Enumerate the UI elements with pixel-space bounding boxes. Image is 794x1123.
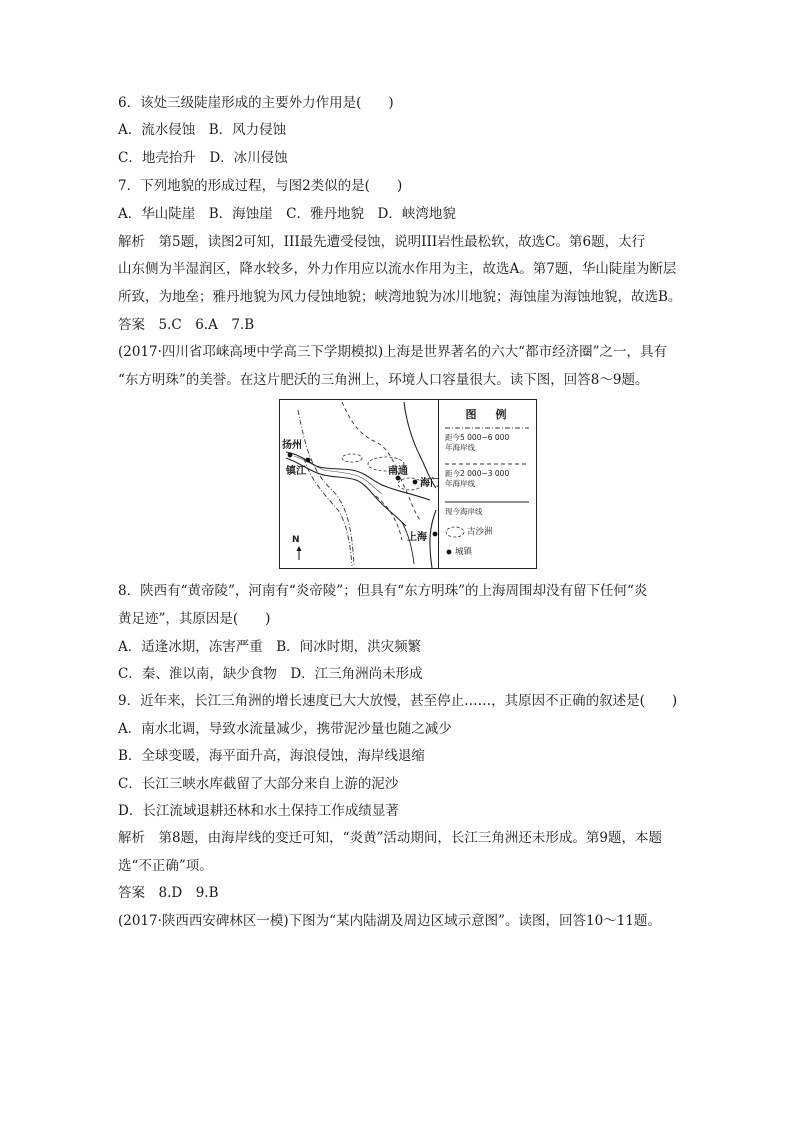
question-8-stem-cont: 黄足迹”，其原因是( ) — [118, 611, 271, 627]
intro-line: “东方明珠”的美誉。在这片肥沃的三角洲上，环境人口容量很大。读下图，回答8～9题。 — [118, 372, 649, 388]
city-label-shanghai: 上海 — [407, 532, 427, 543]
analysis-line: 山东侧为半湿润区，降水较多，外力作用应以流水作用为主，故选A。第7题，华山陡崖为断层 — [118, 261, 677, 277]
ancient-sandbar — [342, 454, 362, 462]
city-dot-yangzhou — [288, 453, 293, 458]
question-8-options-ab: A．适逢冰期，冻害严重 B．间冰时期，洪灾频繁 — [118, 639, 422, 655]
city-dot-shanghai — [433, 532, 438, 537]
analysis-line: 解析 第8题，由海岸线的变迁可知，“炎黄”活动期间，长江三角洲还未形成。第9题，本题 — [118, 830, 662, 846]
question-6-options-ab: A．流水侵蚀 B．风力侵蚀 — [118, 122, 287, 138]
question-7-stem: 7．下列地貌的形成过程，与图2类似的是( ) — [118, 178, 403, 194]
answer-8-9: 答案 8.D 9.B — [118, 885, 219, 901]
legend-title: 图 例 — [465, 408, 511, 421]
north-label: N — [292, 535, 300, 545]
north-arrowhead-icon — [297, 546, 302, 551]
map-legend — [438, 400, 536, 568]
coastline-5000-6000 — [298, 410, 354, 566]
legend-sandbar-icon — [446, 527, 464, 537]
city-label-haimen: 海门 — [420, 478, 440, 489]
analysis-line: 解析 第5题，读图2可知，III最先遭受侵蚀，说明III岩性最松软，故选C。第6题，太行 — [118, 234, 646, 250]
answer-5-7: 答案 5.C 6.A 7.B — [118, 317, 255, 333]
legend-town-dot-icon — [447, 550, 452, 555]
question-8-options-cd: C．秦、淮以南，缺少食物 D．江三角洲尚未形成 — [118, 666, 423, 682]
city-label-zhenjiang: 镇江 — [286, 466, 306, 477]
city-dot-zhenjiang — [306, 458, 311, 463]
coastline-present-south — [430, 510, 436, 568]
legend-label: 城镇 — [455, 547, 473, 557]
question-8-stem: 8．陕西有“黄帝陵”，河南有“炎帝陵”；但具有“东方明珠”的上海周围却没有留下任何“炎 — [118, 583, 648, 599]
question-9-option-b: B．全球变暖，海平面升高，海浪侵蚀，海岸线退缩 — [118, 748, 425, 764]
legend-label: 现今海岸线 — [445, 507, 483, 516]
question-9-option-d: D．长江流域退耕还林和水土保持工作成绩显著 — [118, 803, 399, 819]
coastline-5000-6000-inner — [304, 458, 352, 566]
legend-label: 古沙洲 — [467, 527, 493, 537]
city-label-nantong: 南通 — [388, 466, 408, 477]
legend-label: 距今2 000~3 000 — [445, 469, 510, 478]
analysis-line: 所致，为地垒；雅丹地貌为风力侵蚀地貌；峡湾地貌为冰川地貌；海蚀崖为海蚀地貌，故选B。 — [118, 289, 682, 305]
intro-10-11: (2017·陕西西安碑林区一模)下图为“某内陆湖及周边区域示意图”。读图，回答10～11题。 — [118, 913, 661, 929]
legend-label: 年海岸线 — [445, 479, 475, 488]
intro-line: (2017·四川省邛崃高埂中学高三下学期模拟)上海是世界著名的六大“都市经济圈”之一，具有 — [118, 344, 667, 360]
legend-label: 距今5 000~6 000 — [445, 433, 510, 442]
question-6-options-cd: C．地壳抬升 D．冰川侵蚀 — [118, 150, 288, 166]
question-6-stem: 6．该处三级陡崖形成的主要外力作用是( ) — [118, 95, 394, 111]
question-7-options: A．华山陡崖 B．海蚀崖 C．雅丹地貌 D．峡湾地貌 — [118, 206, 456, 222]
city-label-yangzhou: 扬州 — [282, 440, 302, 451]
yangtze-delta-map — [279, 399, 537, 569]
question-9-option-c: C．长江三峡水库截留了大部分来自上游的泥沙 — [118, 776, 399, 792]
question-9-option-a: A．南水北调，导致水流量减少，携带泥沙量也随之减少 — [118, 721, 452, 737]
city-dot-haimen — [413, 480, 418, 485]
legend-label: 年海岸线 — [445, 443, 475, 452]
question-9-stem: 9．近年来，长江三角洲的增长速度已大大放慢，甚至停止……，其原因不正确的叙述是( ) — [118, 693, 678, 709]
analysis-line: 选“不正确”项。 — [118, 858, 213, 874]
